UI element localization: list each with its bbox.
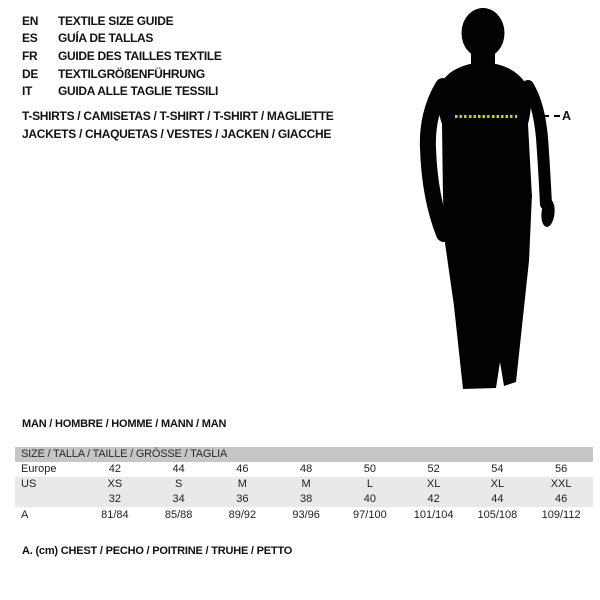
language-code: FR	[22, 48, 38, 63]
table-cell: L	[366, 478, 373, 490]
language-row-es	[22, 30, 222, 48]
table-cell: 97/100	[353, 509, 387, 521]
man-silhouette	[410, 6, 570, 396]
table-cell: 89/92	[228, 509, 257, 521]
language-code: ES	[22, 31, 38, 46]
table-cell: 42	[108, 463, 121, 475]
category-line-jackets: JACKETS / CHAQUETAS / VESTES / JACKEN / GIACCHE	[22, 127, 332, 141]
language-code: DE	[22, 66, 39, 81]
language-row-de	[22, 65, 222, 83]
table-row-chest-cm	[15, 507, 593, 524]
language-row-it	[22, 82, 222, 100]
table-cell: 105/108	[477, 509, 518, 521]
table-cell: S	[174, 478, 183, 490]
table-cell: 48	[300, 463, 313, 475]
table-row-europe	[15, 462, 593, 477]
table-cell: 44	[172, 463, 185, 475]
table-cell: XXL	[550, 478, 572, 490]
table-cell: 52	[427, 463, 440, 475]
section-title-man: MAN / HOMBRE / HOMME / MANN / MAN	[22, 418, 227, 430]
language-title: GUIDE DES TAILLES TEXTILE	[58, 48, 222, 63]
measurement-footnote: A. (cm) CHEST / PECHO / POITRINE / TRUHE / PETTO	[22, 545, 293, 557]
table-row-us-letter	[15, 477, 593, 492]
size-table-header: SIZE / TALLA / TAILLE / GRÖSSE / TAGLIA	[15, 447, 593, 462]
language-title: GUIDA ALLE TAGLIE TESSILI	[58, 84, 219, 99]
language-row-en	[22, 12, 222, 30]
table-cell: 54	[491, 463, 504, 475]
table-cell: XS	[107, 478, 123, 490]
measure-label-a: A	[562, 109, 572, 123]
measure-leader-line	[543, 115, 560, 117]
table-cell: 81/84	[101, 509, 129, 521]
table-cell: 32	[108, 493, 121, 505]
row-label: A	[21, 509, 29, 521]
table-cell: 93/96	[292, 509, 320, 521]
table-cell: 50	[363, 463, 376, 475]
language-title: TEXTILGRÖßENFÜHRUNG	[58, 66, 205, 81]
table-cell: XL	[490, 478, 505, 490]
table-cell: 34	[172, 493, 185, 505]
table-cell: 56	[555, 463, 568, 475]
table-cell: 42	[427, 493, 440, 505]
size-table	[15, 447, 593, 524]
language-title: GUÍA DE TALLAS	[58, 31, 154, 46]
silhouette-torso	[438, 64, 532, 198]
language-row-fr	[22, 47, 222, 65]
silhouette-legs	[443, 194, 532, 389]
row-label: Europe	[21, 463, 57, 475]
chest-measure-line	[455, 115, 517, 118]
table-cell: 40	[363, 493, 376, 505]
row-label	[15, 492, 83, 507]
table-cell: XL	[426, 478, 441, 490]
man-silhouette-graphic	[410, 6, 570, 396]
table-cell: 101/104	[413, 509, 454, 521]
table-cell: 85/88	[164, 509, 193, 521]
category-line-tshirts: T-SHIRTS / CAMISETAS / T-SHIRT / T-SHIRT / MAGLIETTE	[22, 109, 334, 123]
language-code: EN	[22, 13, 39, 28]
language-code: IT	[22, 84, 33, 99]
table-cell: 109/112	[541, 509, 581, 521]
table-row-us-numeric	[15, 492, 593, 507]
language-list	[22, 12, 222, 100]
table-cell: M	[237, 478, 247, 490]
table-cell: M	[301, 478, 311, 490]
table-cell: 44	[491, 493, 504, 505]
row-label: US	[21, 478, 37, 490]
table-cell: 46	[555, 493, 568, 505]
table-cell: 46	[236, 463, 249, 475]
table-cell: 38	[300, 493, 313, 505]
table-cell: 36	[236, 493, 249, 505]
language-title: TEXTILE SIZE GUIDE	[58, 13, 174, 28]
category-lines	[22, 107, 334, 143]
